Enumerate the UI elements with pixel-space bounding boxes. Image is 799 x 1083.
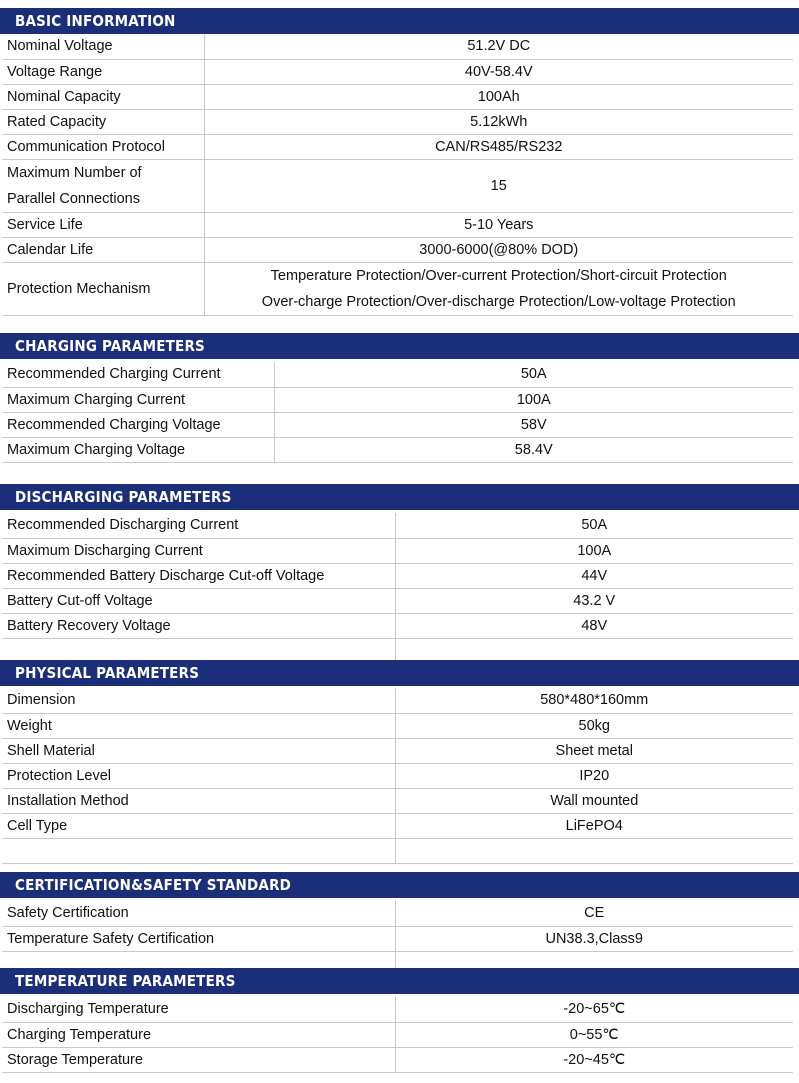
row-value: 40V-58.4V	[204, 59, 793, 84]
table-row	[2, 713, 793, 738]
row-value: 58V	[274, 412, 793, 437]
row-key-line: Maximum Number of	[7, 164, 142, 181]
table-row	[2, 84, 793, 109]
row-key: Discharging Temperature	[2, 997, 395, 1022]
table-charging-parameters	[2, 362, 793, 463]
row-value: 50kg	[395, 713, 793, 738]
row-key-line: Parallel Connections	[7, 190, 140, 207]
row-value: CAN/RS485/RS232	[204, 134, 793, 159]
table-row	[2, 926, 793, 951]
table-row	[2, 838, 793, 863]
table-row	[2, 134, 793, 159]
row-value: Wall mounted	[395, 788, 793, 813]
table-row	[2, 412, 793, 437]
table-row	[2, 613, 793, 638]
row-value: 50A	[274, 362, 793, 387]
table-row	[2, 951, 793, 968]
row-key: Maximum Charging Current	[2, 387, 274, 412]
table-row	[2, 513, 793, 538]
row-key: Shell Material	[2, 738, 395, 763]
table-row	[2, 212, 793, 237]
row-value: 3000-6000(@80% DOD)	[204, 237, 793, 262]
row-key: Maximum Discharging Current	[2, 538, 395, 563]
table-row	[2, 1022, 793, 1047]
row-key: Recommended Battery Discharge Cut-off Voltage	[2, 563, 395, 588]
table-row	[2, 901, 793, 926]
section-title: DISCHARGING PARAMETERS	[15, 488, 232, 506]
table-row	[2, 763, 793, 788]
row-key: Dimension	[2, 688, 395, 713]
row-value: 5-10 Years	[204, 212, 793, 237]
table-row	[2, 437, 793, 462]
row-key	[2, 838, 395, 863]
row-key: Protection Mechanism	[2, 262, 204, 315]
row-value-line: Over-charge Protection/Over-discharge Protection/Low-voltage Protection	[261, 293, 736, 310]
table-row	[2, 159, 793, 212]
section-title: CHARGING PARAMETERS	[15, 337, 205, 355]
row-value: -20~65℃	[395, 997, 793, 1022]
table-row	[2, 362, 793, 387]
row-key: Charging Temperature	[2, 1022, 395, 1047]
table-certification-safety-standard	[2, 901, 793, 969]
section-title: BASIC INFORMATION	[15, 12, 176, 30]
row-value: 5.12kWh	[204, 109, 793, 134]
row-key: Cell Type	[2, 813, 395, 838]
table-temperature-parameters	[2, 997, 793, 1073]
table-row	[2, 688, 793, 713]
row-key: Battery Cut-off Voltage	[2, 588, 395, 613]
table-discharging-parameters	[2, 513, 793, 664]
row-key: Nominal Voltage	[2, 34, 204, 59]
row-value: LiFePO4	[395, 813, 793, 838]
row-key	[2, 951, 395, 968]
row-value: IP20	[395, 763, 793, 788]
row-value: -20~45℃	[395, 1047, 793, 1072]
row-key: Protection Level	[2, 763, 395, 788]
table-row	[2, 538, 793, 563]
table-row	[2, 59, 793, 84]
section-header-basic-information	[0, 8, 799, 34]
row-value: 100A	[395, 538, 793, 563]
row-key: Maximum Charging Voltage	[2, 437, 274, 462]
table-row	[2, 788, 793, 813]
table-row	[2, 1047, 793, 1072]
row-key: Temperature Safety Certification	[2, 926, 395, 951]
section-title: TEMPERATURE PARAMETERS	[15, 972, 236, 990]
table-row	[2, 738, 793, 763]
row-key: Rated Capacity	[2, 109, 204, 134]
row-key: Installation Method	[2, 788, 395, 813]
table-basic-information	[2, 34, 793, 316]
table-row	[2, 387, 793, 412]
row-value: 580*480*160mm	[395, 688, 793, 713]
row-value: 51.2V DC	[204, 34, 793, 59]
row-key	[2, 159, 204, 212]
row-value: 50A	[395, 513, 793, 538]
table-row	[2, 588, 793, 613]
row-value: 0~55℃	[395, 1022, 793, 1047]
table-physical-parameters	[2, 688, 793, 864]
section-header-physical-parameters	[0, 660, 799, 686]
section-header-charging-parameters	[0, 333, 799, 359]
row-value	[395, 951, 793, 968]
section-header-discharging-parameters	[0, 484, 799, 510]
table-row	[2, 34, 793, 59]
row-value	[395, 838, 793, 863]
row-value: CE	[395, 901, 793, 926]
row-key: Battery Recovery Voltage	[2, 613, 395, 638]
row-value: Sheet metal	[395, 738, 793, 763]
row-key: Recommended Charging Voltage	[2, 412, 274, 437]
row-value: 44V	[395, 563, 793, 588]
table-row	[2, 109, 793, 134]
row-key: Safety Certification	[2, 901, 395, 926]
row-key: Communication Protocol	[2, 134, 204, 159]
section-header-temperature-parameters	[0, 968, 799, 994]
row-value: 100Ah	[204, 84, 793, 109]
row-value: UN38.3,Class9	[395, 926, 793, 951]
table-row	[2, 997, 793, 1022]
row-key: Storage Temperature	[2, 1047, 395, 1072]
table-row	[2, 262, 793, 315]
row-key: Calendar Life	[2, 237, 204, 262]
table-row	[2, 237, 793, 262]
row-key: Voltage Range	[2, 59, 204, 84]
section-header-certification-safety-standard	[0, 872, 799, 898]
row-value: 43.2 V	[395, 588, 793, 613]
row-value: 58.4V	[274, 437, 793, 462]
row-value: 100A	[274, 387, 793, 412]
row-value-line: Temperature Protection/Over-current Protection/Short-circuit Protection	[270, 267, 727, 284]
row-key: Recommended Charging Current	[2, 362, 274, 387]
table-row	[2, 813, 793, 838]
row-value: 48V	[395, 613, 793, 638]
section-title: CERTIFICATION&SAFETY STANDARD	[15, 876, 292, 894]
row-value: 15	[204, 159, 793, 212]
row-key: Service Life	[2, 212, 204, 237]
row-value	[204, 262, 793, 315]
row-key: Recommended Discharging Current	[2, 513, 395, 538]
row-key: Weight	[2, 713, 395, 738]
table-row	[2, 563, 793, 588]
row-key: Nominal Capacity	[2, 84, 204, 109]
section-title: PHYSICAL PARAMETERS	[15, 664, 200, 682]
